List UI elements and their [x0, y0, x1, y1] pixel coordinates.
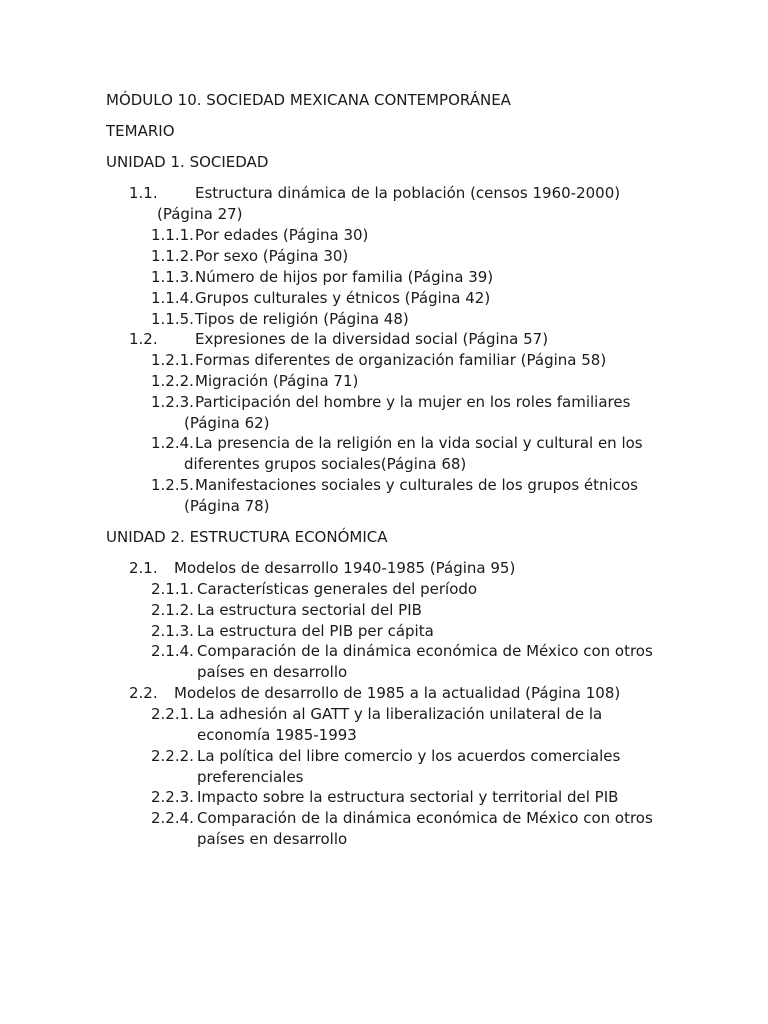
item-text: Comparación de la dinámica económica de México con otros: [197, 809, 653, 827]
item-number: 2.2.1.: [151, 705, 194, 723]
section-text: Expresiones de la diversidad social (Página 57): [195, 330, 549, 348]
item-text: Por edades (Página 30): [195, 226, 369, 244]
item-text: Formas diferentes de organización familiar (Página 58): [195, 351, 607, 369]
item-number: 1.2.3.: [151, 393, 194, 411]
section-text: Modelos de desarrollo 1940-1985 (Página 95): [174, 559, 516, 577]
item-number: 2.2.4.: [151, 809, 194, 827]
item-text: Por sexo (Página 30): [195, 247, 349, 265]
item-text: Impacto sobre la estructura sectorial y territorial del PIB: [197, 788, 619, 806]
item-number: 2.1.1.: [151, 580, 194, 598]
section-continuation: (Página 27): [157, 205, 243, 223]
item-text: Manifestaciones sociales y culturales de los grupos étnicos: [195, 476, 638, 494]
item-text: Características generales del período: [197, 580, 478, 598]
document-subtitle: TEMARIO: [106, 122, 175, 140]
item-number: 2.2.3.: [151, 788, 194, 806]
item-continuation: (Página 62): [184, 414, 270, 432]
section-number: 2.2.: [129, 684, 158, 702]
item-continuation: países en desarrollo: [197, 830, 348, 848]
item-continuation: países en desarrollo: [197, 663, 348, 681]
unit-heading: UNIDAD 1. SOCIEDAD: [106, 153, 269, 171]
item-number: 1.1.2.: [151, 247, 194, 265]
item-number: 1.1.5.: [151, 310, 194, 328]
unit-heading: UNIDAD 2. ESTRUCTURA ECONÓMICA: [106, 528, 388, 546]
section-number: 2.1.: [129, 559, 158, 577]
item-number: 2.2.2.: [151, 747, 194, 765]
item-text: La adhesión al GATT y la liberalización unilateral de la: [197, 705, 603, 723]
item-text: Comparación de la dinámica económica de México con otros: [197, 642, 653, 660]
item-number: 2.1.3.: [151, 622, 194, 640]
item-continuation: preferenciales: [197, 768, 304, 786]
item-number: 1.2.4.: [151, 434, 194, 452]
item-text: Número de hijos por familia (Página 39): [195, 268, 494, 286]
item-text: Tipos de religión (Página 48): [195, 310, 409, 328]
item-number: 1.1.4.: [151, 289, 194, 307]
section-number: 1.1.: [129, 184, 158, 202]
section-text: Modelos de desarrollo de 1985 a la actualidad (Página 108): [174, 684, 621, 702]
item-text: Migración (Página 71): [195, 372, 359, 390]
item-text: Grupos culturales y étnicos (Página 42): [195, 289, 491, 307]
item-text: Participación del hombre y la mujer en los roles familiares: [195, 393, 631, 411]
item-text: La estructura del PIB per cápita: [197, 622, 434, 640]
item-number: 1.2.1.: [151, 351, 194, 369]
item-text: La estructura sectorial del PIB: [197, 601, 422, 619]
item-number: 1.1.3.: [151, 268, 194, 286]
section-text: Estructura dinámica de la población (censos 1960-2000): [195, 184, 621, 202]
item-continuation: diferentes grupos sociales(Página 68): [184, 455, 467, 473]
document-title: MÓDULO 10. SOCIEDAD MEXICANA CONTEMPORÁNEA: [106, 91, 511, 109]
item-number: 2.1.2.: [151, 601, 194, 619]
section-number: 1.2.: [129, 330, 158, 348]
item-number: 1.2.2.: [151, 372, 194, 390]
item-continuation: economía 1985-1993: [197, 726, 357, 744]
item-continuation: (Página 78): [184, 497, 270, 515]
item-number: 1.1.1.: [151, 226, 194, 244]
item-number: 2.1.4.: [151, 642, 194, 660]
item-text: La presencia de la religión en la vida social y cultural en los: [195, 434, 643, 452]
item-text: La política del libre comercio y los acuerdos comerciales: [197, 747, 621, 765]
item-number: 1.2.5.: [151, 476, 194, 494]
